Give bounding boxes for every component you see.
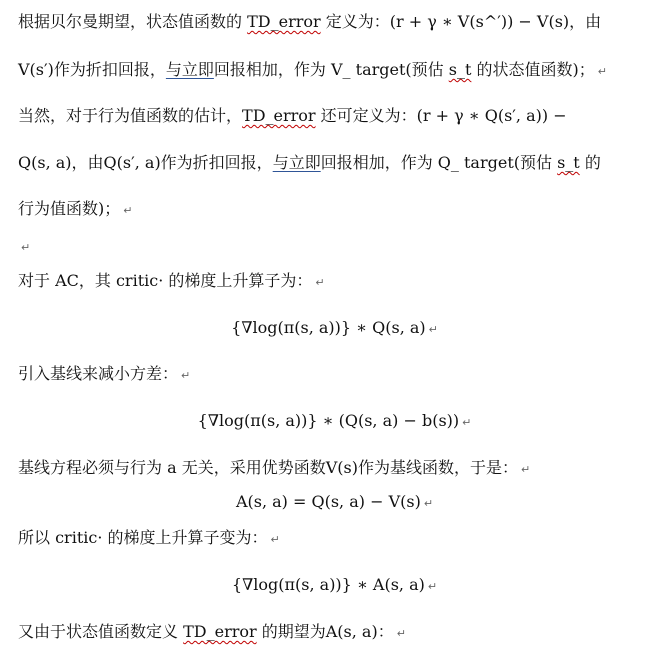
paragraph-mark-icon: ↵	[396, 627, 406, 640]
paragraph-mark-icon: ↵	[123, 204, 133, 217]
paragraph-mark-icon: ↵	[520, 463, 531, 476]
spellcheck-flagged-text: TD_error	[247, 12, 321, 31]
spellcheck-flagged-text: s_t	[557, 153, 580, 172]
underlined-text: 与立即	[165, 60, 214, 79]
paragraph-mark-icon: ↵	[423, 497, 434, 510]
paragraph-td-error-definition	[18, 12, 601, 32]
text-run: V(s′)作为折扣回报，	[18, 60, 166, 79]
text-run: Q(s, a)，由Q(s′, a)作为折扣回报，	[18, 153, 273, 172]
paragraph-mark-icon: ↵	[270, 533, 280, 546]
text-run: {∇log(π(s, a))} ∗ Q(s, a)	[231, 318, 426, 337]
text-run: 所以 critic· 的梯度上升算子变为：	[18, 528, 268, 547]
paragraph-critic-gradient-becomes	[18, 528, 280, 550]
text-run: 回报相加，作为 V_ target(预估	[213, 60, 449, 79]
equation-gradient-baseline	[0, 411, 669, 433]
text-run: 行为值函数)；	[18, 199, 121, 218]
spellcheck-flagged-text: s_t	[448, 60, 472, 79]
paragraph-td-error-expectation	[18, 622, 406, 644]
text-run: 基线方程必须与行为 a 无关，采用优势函数V(s)作为基线函数，于是：	[18, 458, 518, 477]
spellcheck-flagged-text: TD_error	[183, 622, 257, 641]
text-run: 引入基线来减小方差：	[18, 364, 179, 383]
text-run: 当然，对于行为值函数的估计，	[18, 106, 243, 125]
paragraph-mark-icon: ↵	[181, 369, 191, 382]
text-run: A(s, a) = Q(s, a) − V(s)	[235, 492, 421, 511]
underlined-text: 与立即	[272, 153, 321, 172]
empty-paragraph	[18, 236, 30, 258]
paragraph-mark-icon: ↵	[427, 580, 438, 593]
paragraph-v-target	[18, 60, 607, 82]
paragraph-mark-icon: ↵	[428, 323, 438, 336]
paragraph-mark-icon: ↵	[597, 65, 607, 78]
text-run: 的期望为A(s, a)：	[256, 622, 394, 641]
paragraph-advantage-function	[18, 458, 530, 480]
text-run: 的	[579, 153, 601, 172]
paragraph-ac-critic-gradient	[18, 271, 325, 293]
text-run: 对于 AC，其 critic· 的梯度上升算子为：	[18, 271, 313, 290]
paragraph-q-target	[18, 153, 601, 173]
paragraph-mark-icon: ↵	[21, 241, 31, 254]
text-run: {∇log(π(s, a))} ∗ (Q(s, a) − b(s))	[197, 411, 460, 430]
spellcheck-flagged-text: TD_error	[242, 106, 316, 125]
paragraph-q-target-end	[18, 199, 132, 221]
paragraph-mark-icon: ↵	[315, 276, 325, 289]
equation-gradient-q	[0, 318, 669, 340]
text-run: 定义为：(r + γ ∗ V(s^′)) − V(s)，由	[320, 12, 602, 31]
equation-gradient-advantage	[0, 575, 669, 597]
text-run: 还可定义为：(r + γ ∗ Q(s′, a)) −	[315, 106, 567, 125]
text-run: 又由于状态值函数定义	[18, 622, 184, 641]
paragraph-action-value-td-error	[18, 106, 567, 126]
text-run: {∇log(π(s, a))} ∗ A(s, a)	[231, 575, 425, 594]
text-run: 回报相加，作为 Q_ target(预估	[320, 153, 558, 172]
text-run: 根据贝尔曼期望，状态值函数的	[18, 12, 248, 31]
text-run: 的状态值函数)；	[471, 60, 595, 79]
paragraph-mark-icon: ↵	[462, 416, 472, 429]
paragraph-baseline-intro	[18, 364, 190, 386]
equation-advantage	[0, 492, 669, 514]
